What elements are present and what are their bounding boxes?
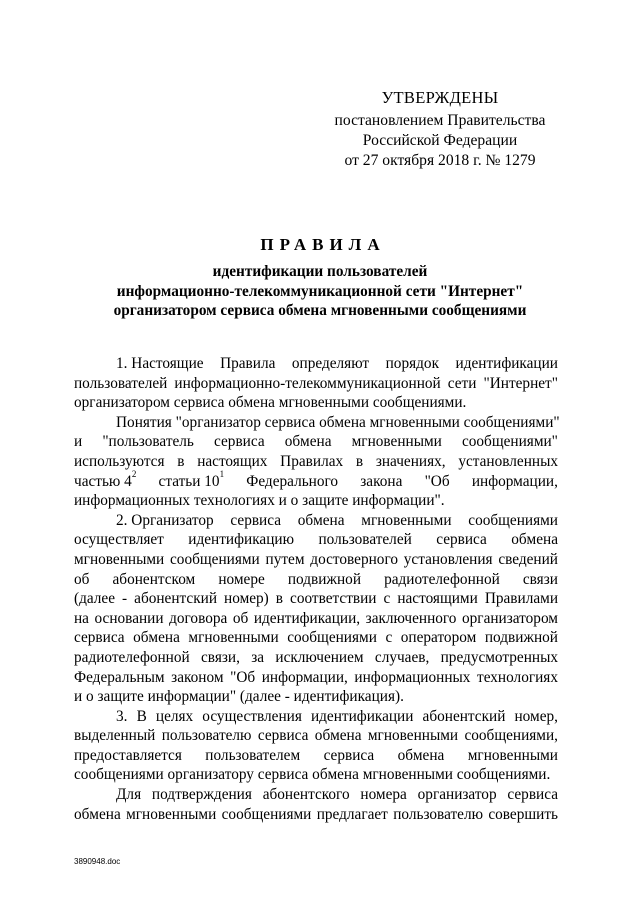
p2-line-4 [74,469,558,492]
p3-line-9: Федеральным законом "Об информации, информационных технологиях [74,668,558,686]
word: настоящих [197,452,268,470]
approval-line-2: Российской Федерации [362,132,518,149]
word: сервиса [214,433,265,451]
word: идентификации [455,355,558,372]
word: и [74,433,83,451]
word: Правилах [280,452,344,470]
p2-line-2 [74,432,558,452]
word: "пользователь [102,433,194,451]
word: мгновенными [467,746,558,764]
word: сервиса [323,746,375,764]
word: в [177,452,185,470]
word: сообщениями [468,511,558,529]
p5-line-1: Для подтверждения абонентского номера организатор сервиса [116,786,558,804]
p4-line-3 [74,746,558,766]
word: сервиса [230,511,282,529]
word: связи [522,570,558,588]
p1-line-3: организатором сервиса обмена мгновенными сообщениями. [74,394,467,412]
p2-l4-part-c: Федерального [246,472,339,490]
word: обмена [511,531,558,549]
word: в [355,452,364,470]
word: мгновенными [361,511,452,529]
document-title: ПРАВИЛА [260,235,386,254]
p3-line-8: радиотелефонной связи, за исключением случаев, предусмотренных [74,648,558,666]
document-body [74,354,558,824]
p3-line-7: сервиса обмена мгновенными сообщениями с оператором подвижной [74,629,558,647]
p4-line-1: 3. В целях осуществления идентификации абонентский номер, [116,707,558,725]
p3-line-3: мгновенными сообщениями путем достоверного установления сведений [74,550,558,568]
word: определяют [291,355,370,372]
word: мгновенными [351,433,442,451]
word: порядок [385,355,440,372]
approval-heading: УТВЕРЖДЕНЫ [381,88,499,107]
subtitle-line-2: информационно-телекоммуникационной сети "Интернет" [116,282,524,300]
word: пользователей [318,531,412,549]
word: сервиса [436,531,487,549]
p5-line-2: обмена мгновенными сообщениями предлагает пользователю совершить [74,805,558,823]
p1-line-2: пользователей информационно-телекоммуникационной сети "Интернет" [74,374,558,392]
word: пользователем [205,746,301,764]
word: радиотелефонной [384,570,500,588]
p2-l4-part-f: информации, [471,472,558,490]
p3-line-4 [74,570,558,590]
p3-line-6: на основании договора об идентификации, заключенного организатором [74,609,558,627]
word: используются [74,452,165,470]
word: значениях, [375,452,446,470]
word: установленных [458,452,558,470]
p4-line-2: выделенный пользователю сервиса обмена мгновенными сообщениями, [74,727,558,745]
p2-l4-part-d: закона [360,472,403,490]
document-subtitle [60,262,580,321]
word: обмена [397,746,445,764]
approval-block [320,88,560,171]
word: абонентском [112,570,196,588]
approval-line-1: постановлением Правительства [334,112,546,129]
p2-line-1: Понятия "организатор сервиса обмена мгновенными сообщениями" [116,413,560,431]
word: подвижной [287,570,362,588]
p4-line-4: сообщениями организатору сервиса обмена мгновенными сообщениями. [74,766,551,784]
word: 1. Настоящие [116,355,204,372]
p3-line-1 [74,511,558,531]
p2-l4-part-a: частью $4^2$ [74,469,137,490]
word: сообщениями" [461,433,558,451]
word: обмена [284,433,332,451]
p2-line-3 [74,452,558,472]
word: об [74,570,90,588]
word: обмена [297,511,345,529]
p2-l4-part-b: статьи $10^1$ [158,469,225,490]
file-name-footer: 3890948.doc [74,857,121,866]
subtitle-line-1: идентификации пользователей [212,263,428,280]
word: номере [218,570,265,588]
word: 2. Организатор [116,511,214,529]
approval-line-3: от 27 октября 2018 г. № 1279 [344,152,536,169]
p1-line-1 [74,354,558,374]
p3-line-5: (далее - абонентский номер) в соответствии с настоящими Правилами [74,590,558,608]
p3-line-10: и о защите информации" (далее - идентификация). [74,688,404,706]
word: идентификацию [188,531,295,549]
word: осуществляет [74,531,164,549]
p2-line-5: информационных технологиях и о защите информации". [74,492,445,510]
p3-line-2 [74,530,558,550]
subtitle-line-3: организатором сервиса обмена мгновенными сообщениями [113,302,527,319]
word: предоставляется [74,746,182,764]
word: Правила [220,355,276,372]
p2-l4-part-e: "Об [424,472,450,490]
